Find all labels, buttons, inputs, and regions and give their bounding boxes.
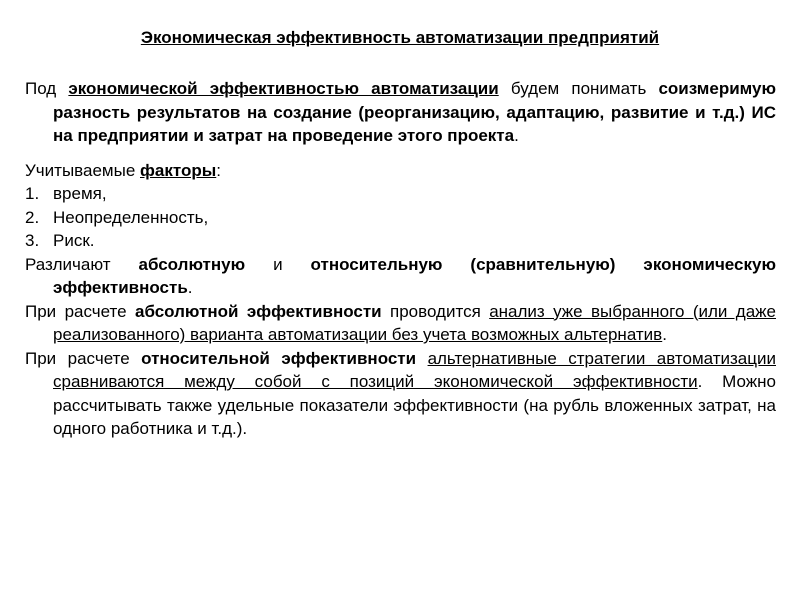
text-run: . (662, 325, 667, 344)
bold-term: абсолютную (138, 254, 246, 274)
bold-term: относительной эффективности (141, 348, 417, 368)
body-paragraph (25, 253, 776, 300)
text-run: Неопределенность, (53, 207, 209, 227)
list-item-text (53, 182, 107, 206)
body-paragraph (25, 77, 776, 148)
text-run: . (187, 278, 193, 297)
slide-title: Экономическая эффективность автоматизации предприятий (140, 28, 660, 47)
body-paragraph (25, 347, 776, 441)
underlined-text: альтернативные стратегии автоматизации сравниваются между собой с позиций экономической эффективности (53, 348, 776, 391)
underlined-text: анализ уже выбранного (или даже реализованного) варианта автоматизации без учета возможных альтернатив (53, 301, 776, 344)
text-run: При расчете (25, 301, 135, 321)
list-number: 3. (25, 231, 40, 250)
list-item-text (53, 229, 95, 253)
text-run: будем понимать (498, 79, 659, 98)
slide-body (25, 77, 776, 441)
bold-term: абсолютной эффективности (134, 301, 382, 321)
text-run: Под (25, 79, 69, 98)
factor-list-item (25, 182, 776, 206)
bold-term: экономической эффективностью автоматизации (68, 79, 499, 98)
text-run: Различают (25, 254, 139, 274)
text-run: и (245, 254, 311, 274)
text-run: При расчете (25, 348, 142, 368)
list-number: 2. (25, 207, 40, 227)
text-run: проводится (381, 301, 490, 321)
text-run: время, (53, 184, 107, 203)
text-run: . (514, 126, 519, 145)
bold-term: относительную (сравнительную) экономическую эффективность (53, 254, 776, 297)
body-paragraph (25, 300, 776, 347)
text-run: : (216, 160, 221, 180)
body-paragraph (25, 159, 776, 183)
factor-list-item (25, 229, 776, 253)
factor-list-item (25, 206, 776, 230)
text-run: . Можно рассчитывать также удельные показатели эффективности (на рубль вложенных затрат, на одного работника и т.д.). (53, 372, 776, 438)
bold-term: факторы (140, 160, 217, 180)
text-run: Учитываемые (25, 160, 140, 180)
text-run: Риск. (53, 231, 95, 250)
bold-term: соизмеримую разность результатов на создание (реорганизацию, адаптацию, развитие и т.д.) ИС на предприятии и затрат на проведение этого проекта (53, 79, 776, 145)
list-number: 1. (25, 184, 40, 203)
text-run (416, 349, 427, 368)
list-item-text (53, 206, 208, 230)
